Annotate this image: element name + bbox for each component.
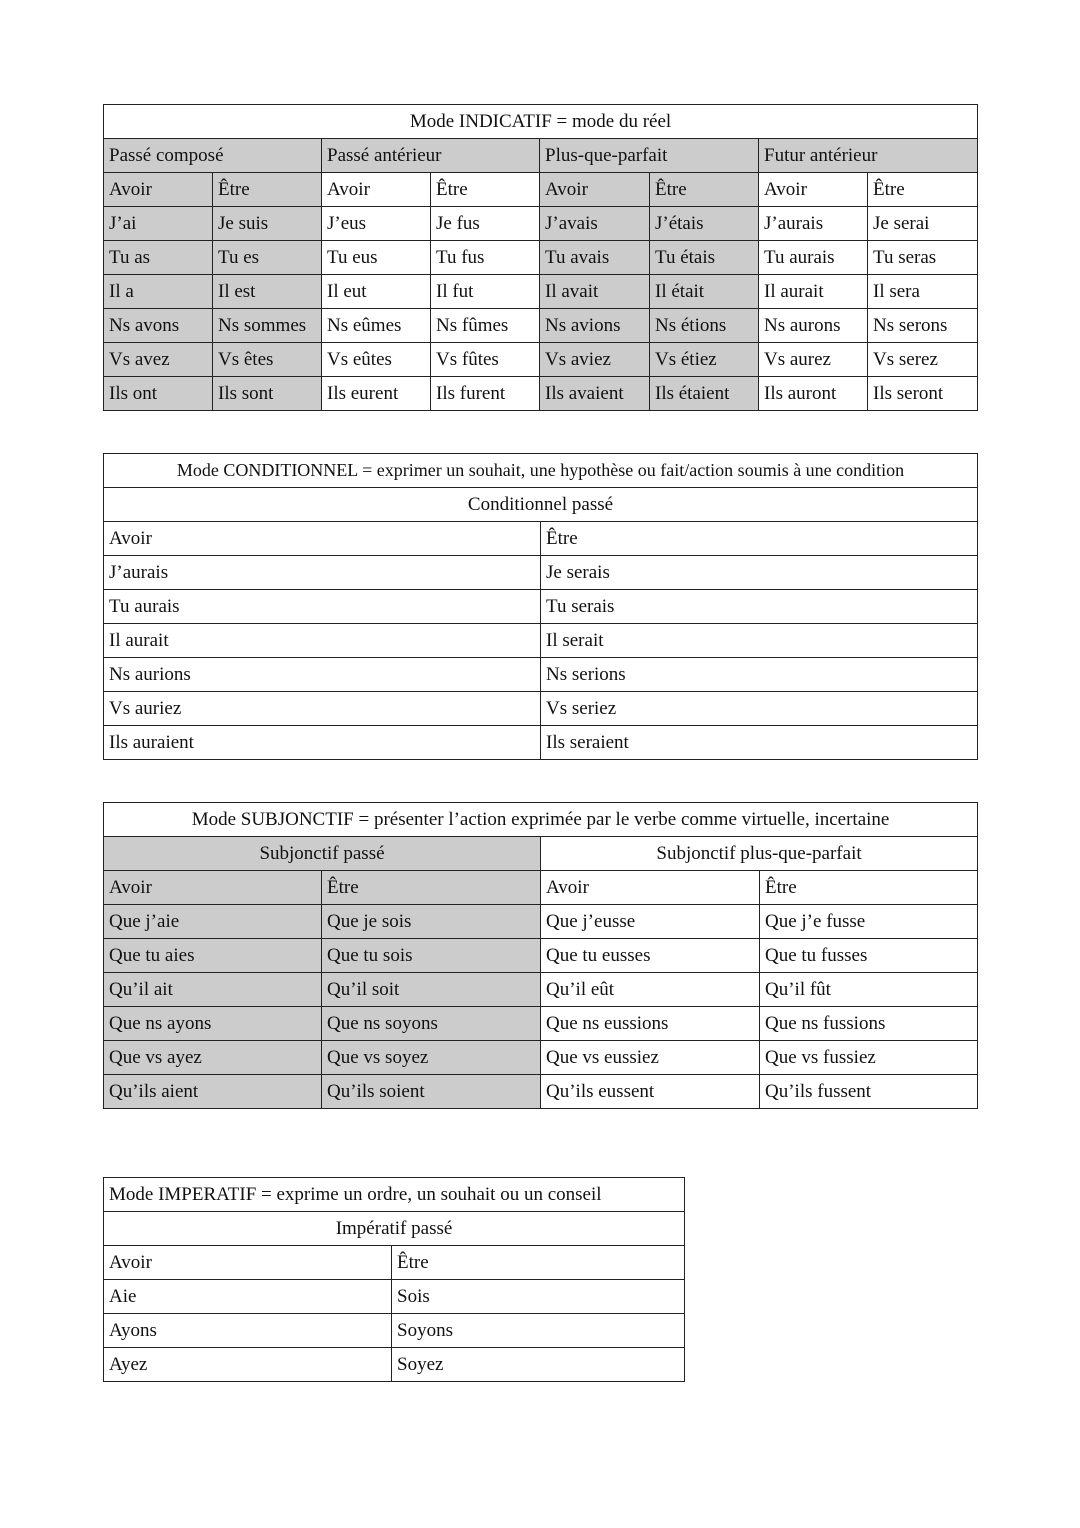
table-cell: Vs seriez xyxy=(541,692,978,726)
table-cell: Tu as xyxy=(104,241,213,275)
table-cell: Vs aviez xyxy=(540,343,650,377)
table-row xyxy=(104,624,978,658)
table-cell: Être xyxy=(650,173,759,207)
table-cell: Tu aurais xyxy=(759,241,868,275)
table-cell: Tu étais xyxy=(650,241,759,275)
table-cell: Être xyxy=(213,173,322,207)
table-row xyxy=(104,1348,685,1382)
imperatif-title: Mode IMPERATIF = exprime un ordre, un souhait ou un conseil xyxy=(104,1178,685,1212)
table-row xyxy=(104,522,978,556)
table-row xyxy=(104,692,978,726)
indicatif-title: Mode INDICATIF = mode du réel xyxy=(104,105,978,139)
table-cell: Ns sommes xyxy=(213,309,322,343)
conditionnel-subtitle: Conditionnel passé xyxy=(104,488,978,522)
table-row xyxy=(104,905,978,939)
table-cell: Avoir xyxy=(104,1246,392,1280)
table-cell: Ns eûmes xyxy=(322,309,431,343)
table-cell: Que ns soyons xyxy=(322,1007,541,1041)
table-cell: Il avait xyxy=(540,275,650,309)
table-cell: Que vs eussiez xyxy=(541,1041,760,1075)
table-cell: Être xyxy=(392,1246,685,1280)
table-cell: Avoir xyxy=(104,871,322,905)
table-cell: Vs avez xyxy=(104,343,213,377)
imperatif-table xyxy=(103,1177,685,1382)
table-cell: Ils furent xyxy=(431,377,540,411)
table-cell: Il est xyxy=(213,275,322,309)
table-cell: Je serais xyxy=(541,556,978,590)
tense-header: Passé antérieur xyxy=(322,139,540,173)
table-cell: Il aurait xyxy=(759,275,868,309)
table-cell: Ils étaient xyxy=(650,377,759,411)
table-cell: Ils ont xyxy=(104,377,213,411)
table-cell: Que ns eussions xyxy=(541,1007,760,1041)
table-cell: Qu’il fût xyxy=(760,973,978,1007)
table-cell: J’aurais xyxy=(104,556,541,590)
indicatif-table xyxy=(103,104,978,411)
table-cell: Il fut xyxy=(431,275,540,309)
table-cell: Qu’il soit xyxy=(322,973,541,1007)
table-cell: Ils auraient xyxy=(104,726,541,760)
table-row xyxy=(104,658,978,692)
table-cell: Qu’ils soient xyxy=(322,1075,541,1109)
table-row xyxy=(104,275,978,309)
table-row xyxy=(104,207,978,241)
table-cell: Tu aurais xyxy=(104,590,541,624)
table-cell: Sois xyxy=(392,1280,685,1314)
table-row xyxy=(104,1041,978,1075)
table-cell: Ns aurons xyxy=(759,309,868,343)
table-cell: Ils sont xyxy=(213,377,322,411)
table-cell: Qu’ils aient xyxy=(104,1075,322,1109)
table-cell: Tu avais xyxy=(540,241,650,275)
imperatif-subtitle: Impératif passé xyxy=(104,1212,685,1246)
table-row xyxy=(104,241,978,275)
table-cell: Que tu aies xyxy=(104,939,322,973)
table-cell: Vs aurez xyxy=(759,343,868,377)
table-cell: Aie xyxy=(104,1280,392,1314)
table-row xyxy=(104,556,978,590)
table-row xyxy=(104,309,978,343)
table-cell: Tu seras xyxy=(868,241,978,275)
table-row xyxy=(104,1280,685,1314)
table-cell: Vs êtes xyxy=(213,343,322,377)
tense-header: Passé composé xyxy=(104,139,322,173)
table-cell: Il sera xyxy=(868,275,978,309)
conditionnel-title: Mode CONDITIONNEL = exprimer un souhait, une hypothèse ou fait/action soumis à une condition xyxy=(104,454,978,488)
table-cell: Que j’e fusse xyxy=(760,905,978,939)
tense-header: Subjonctif plus-que-parfait xyxy=(541,837,978,871)
table-cell: J’avais xyxy=(540,207,650,241)
conditionnel-table xyxy=(103,453,978,760)
table-cell: Je fus xyxy=(431,207,540,241)
table-row xyxy=(104,726,978,760)
table-cell: Tu serais xyxy=(541,590,978,624)
table-cell: Que vs soyez xyxy=(322,1041,541,1075)
table-cell: Qu’ils eussent xyxy=(541,1075,760,1109)
table-row xyxy=(104,939,978,973)
table-cell: Vs fûtes xyxy=(431,343,540,377)
table-cell: Il serait xyxy=(541,624,978,658)
table-cell: Que tu fusses xyxy=(760,939,978,973)
table-cell: Ns étions xyxy=(650,309,759,343)
table-cell: Avoir xyxy=(104,173,213,207)
table-cell: Tu eus xyxy=(322,241,431,275)
tense-header: Futur antérieur xyxy=(759,139,978,173)
table-cell: Être xyxy=(868,173,978,207)
table-cell: Vs eûtes xyxy=(322,343,431,377)
table-cell: Qu’il eût xyxy=(541,973,760,1007)
table-cell: Que j’eusse xyxy=(541,905,760,939)
table-cell: Être xyxy=(760,871,978,905)
table-cell: Être xyxy=(431,173,540,207)
table-cell: Que je sois xyxy=(322,905,541,939)
table-cell: Ils auront xyxy=(759,377,868,411)
tense-header: Plus-que-parfait xyxy=(540,139,759,173)
table-cell: Avoir xyxy=(759,173,868,207)
table-row xyxy=(104,871,978,905)
table-row xyxy=(104,1246,685,1280)
table-cell: Tu fus xyxy=(431,241,540,275)
table-row xyxy=(104,1314,685,1348)
subjonctif-title: Mode SUBJONCTIF = présenter l’action exprimée par le verbe comme virtuelle, incertaine xyxy=(104,803,978,837)
table-cell: Avoir xyxy=(104,522,541,556)
table-cell: Soyez xyxy=(392,1348,685,1382)
table-cell: Ns serons xyxy=(868,309,978,343)
table-cell: Ns avons xyxy=(104,309,213,343)
table-cell: Vs auriez xyxy=(104,692,541,726)
table-cell: J’aurais xyxy=(759,207,868,241)
table-cell: Il aurait xyxy=(104,624,541,658)
table-cell: Vs étiez xyxy=(650,343,759,377)
table-cell: Que tu eusses xyxy=(541,939,760,973)
table-cell: Être xyxy=(322,871,541,905)
table-row xyxy=(104,173,978,207)
table-row xyxy=(104,590,978,624)
table-cell: Ils seront xyxy=(868,377,978,411)
table-cell: Ils avaient xyxy=(540,377,650,411)
table-cell: Ns avions xyxy=(540,309,650,343)
table-row xyxy=(104,343,978,377)
table-row xyxy=(104,1007,978,1041)
table-cell: Que vs ayez xyxy=(104,1041,322,1075)
table-cell: Il a xyxy=(104,275,213,309)
table-cell: Soyons xyxy=(392,1314,685,1348)
table-cell: Que ns fussions xyxy=(760,1007,978,1041)
table-row xyxy=(104,377,978,411)
table-cell: J’ai xyxy=(104,207,213,241)
table-cell: Ns aurions xyxy=(104,658,541,692)
table-cell: Qu’ils fussent xyxy=(760,1075,978,1109)
table-cell: Vs serez xyxy=(868,343,978,377)
table-cell: Il eut xyxy=(322,275,431,309)
table-cell: Que j’aie xyxy=(104,905,322,939)
table-cell: J’étais xyxy=(650,207,759,241)
table-cell: Avoir xyxy=(322,173,431,207)
table-cell: Ils seraient xyxy=(541,726,978,760)
table-cell: Ns serions xyxy=(541,658,978,692)
table-cell: Qu’il ait xyxy=(104,973,322,1007)
table-cell: Je suis xyxy=(213,207,322,241)
table-cell: Que tu sois xyxy=(322,939,541,973)
table-cell: Ayons xyxy=(104,1314,392,1348)
table-cell: Je serai xyxy=(868,207,978,241)
table-cell: Que vs fussiez xyxy=(760,1041,978,1075)
table-row xyxy=(104,1075,978,1109)
subjonctif-table xyxy=(103,802,978,1109)
table-cell: Ils eurent xyxy=(322,377,431,411)
table-cell: Être xyxy=(541,522,978,556)
table-cell: Il était xyxy=(650,275,759,309)
table-cell: Ns fûmes xyxy=(431,309,540,343)
table-cell: Avoir xyxy=(541,871,760,905)
table-cell: Tu es xyxy=(213,241,322,275)
tense-header: Subjonctif passé xyxy=(104,837,541,871)
table-cell: Avoir xyxy=(540,173,650,207)
table-cell: Que ns ayons xyxy=(104,1007,322,1041)
table-cell: Ayez xyxy=(104,1348,392,1382)
table-cell: J’eus xyxy=(322,207,431,241)
table-row xyxy=(104,973,978,1007)
